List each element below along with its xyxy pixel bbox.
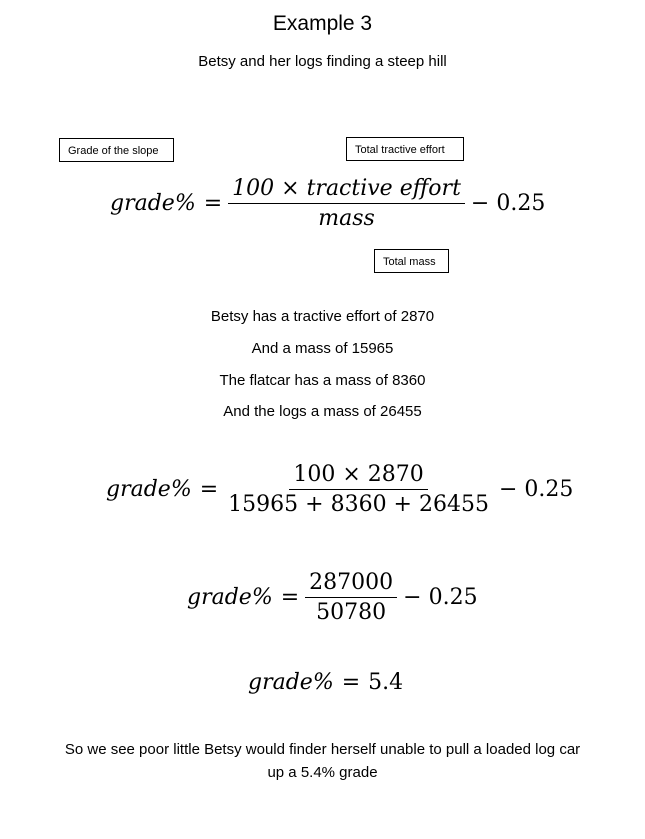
formula-simplified-denominator: 50780 bbox=[316, 600, 387, 625]
formula-general-equals: = bbox=[203, 191, 223, 216]
formula-general-denominator: mass bbox=[318, 206, 375, 231]
formula-simplified-equals: = bbox=[280, 585, 300, 610]
formula-substituted-denominator: 15965 + 8360 + 26455 bbox=[228, 492, 489, 517]
formula-substituted-fraction bbox=[224, 462, 493, 517]
formula-result-lhs: grade% bbox=[248, 670, 334, 695]
formula-substituted-numerator: 100 × 2870 bbox=[289, 462, 427, 490]
formula-general-tail: − 0.25 bbox=[470, 191, 546, 216]
formula-substituted bbox=[106, 462, 573, 517]
formula-substituted-tail: − 0.25 bbox=[498, 477, 574, 502]
formula-simplified-tail: − 0.25 bbox=[403, 585, 478, 610]
fact-betsy-mass: And a mass of 15965 bbox=[251, 340, 394, 357]
formula-simplified-numerator: 287000 bbox=[305, 570, 397, 598]
page-title: Example 3 bbox=[272, 12, 373, 35]
conclusion-line-1: So we see poor little Betsy would finder herself unable to pull a loaded log car bbox=[64, 741, 581, 758]
formula-simplified-lhs: grade% bbox=[187, 585, 273, 610]
formula-simplified bbox=[187, 570, 478, 625]
formula-simplified-fraction bbox=[305, 570, 397, 625]
conclusion-text bbox=[0, 738, 645, 784]
formula-general-lhs: grade% bbox=[110, 191, 196, 216]
formula-result-value: 5.4 bbox=[368, 670, 404, 695]
conclusion-line-2: up a 5.4% grade bbox=[267, 764, 378, 781]
fact-flatcar-mass: The flatcar has a mass of 8360 bbox=[219, 372, 426, 389]
formula-result bbox=[248, 670, 403, 695]
formula-general-numerator: 100 × tractive effort bbox=[228, 176, 465, 204]
fact-logs-mass: And the logs a mass of 26455 bbox=[223, 403, 422, 420]
label-total-mass: Total mass bbox=[374, 249, 449, 273]
formula-substituted-equals: = bbox=[199, 477, 219, 502]
label-grade-of-slope: Grade of the slope bbox=[59, 138, 174, 162]
formula-general bbox=[110, 176, 545, 231]
formula-general-fraction bbox=[228, 176, 465, 231]
label-total-tractive-effort: Total tractive effort bbox=[346, 137, 464, 161]
fact-tractive-effort: Betsy has a tractive effort of 2870 bbox=[210, 308, 435, 325]
formula-substituted-lhs: grade% bbox=[106, 477, 192, 502]
page-subtitle: Betsy and her logs finding a steep hill bbox=[198, 53, 447, 70]
formula-result-equals: = bbox=[341, 670, 361, 695]
